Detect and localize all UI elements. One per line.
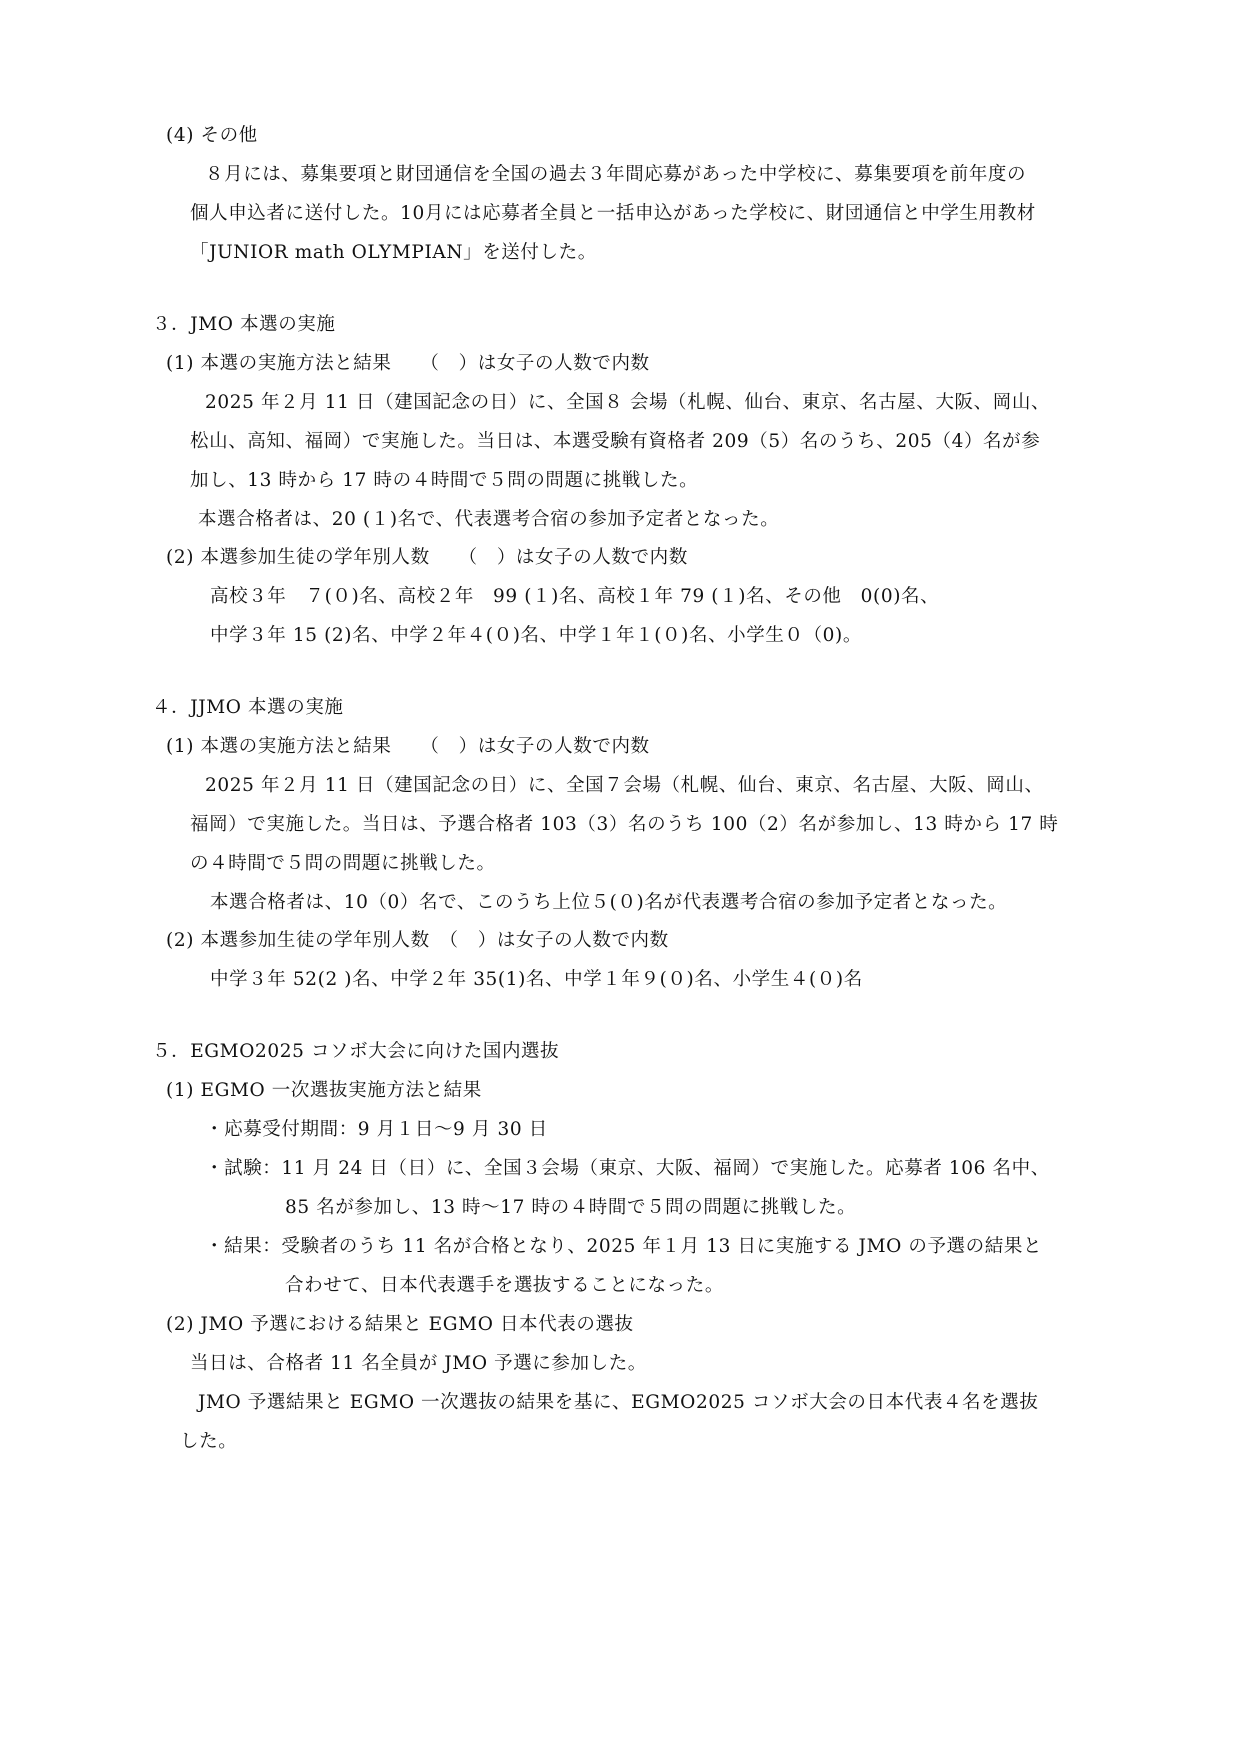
jmo-sub2-line-1: 高校３年 ７(０)名、高校２年 99 (１)名、高校１年 79 (１)名、その他 0(0)名、 bbox=[210, 586, 940, 607]
egmo-sub2-heading: (2) JMO 予選における結果と EGMO 日本代表の選抜 bbox=[166, 1314, 634, 1335]
egmo-item-application-period: ・応募受付期間：9 月１日～9 月 30 日 bbox=[205, 1119, 548, 1140]
jmo-sub1-line-3: 加し、13 時から 17 時の４時間で５問の問題に挑戦した。 bbox=[190, 470, 699, 491]
egmo-sub1-heading: (1) EGMO 一次選抜実施方法と結果 bbox=[166, 1080, 482, 1101]
jjmo-sub1-line-3: の４時間で５問の問題に挑戦した。 bbox=[190, 853, 496, 874]
other-body-line-3: 「JUNIOR math OLYMPIAN」を送付した。 bbox=[190, 242, 597, 263]
egmo-sub2-line-3: した。 bbox=[180, 1431, 238, 1452]
egmo-item-result-continued: 合わせて、日本代表選手を選抜することになった。 bbox=[285, 1275, 724, 1296]
egmo-sub2-line-2: JMO 予選結果と EGMO 一次選抜の結果を基に、EGMO2025 コソボ大会の日本代表４名を選抜 bbox=[198, 1392, 1039, 1413]
section-other-heading: (4) その他 bbox=[166, 125, 258, 146]
jmo-sub1-heading: (1) 本選の実施方法と結果 （ ）は女子の人数で内数 bbox=[166, 353, 650, 374]
egmo-item-exam: ・試験：11 月 24 日（日）に、全国３会場（東京、大阪、福岡）で実施した。応募者 106 名中、 bbox=[205, 1158, 1050, 1179]
jjmo-sub2-line-1: 中学３年 52(2 )名、中学２年 35(1)名、中学１年９(０)名、小学生４(０)名 bbox=[210, 969, 863, 990]
jjmo-sub1-line-2: 福岡）で実施した。当日は、予選合格者 103（3）名のうち 100（2）名が参加し、13 時から 17 時 bbox=[190, 814, 1059, 835]
egmo-item-exam-continued: 85 名が参加し、13 時～17 時の４時間で５問の問題に挑戦した。 bbox=[285, 1197, 857, 1218]
jjmo-sub1-result: 本選合格者は、10（0）名で、このうち上位５(０)名が代表選考合宿の参加予定者となった。 bbox=[210, 892, 1008, 913]
other-body-line-1: ８月には、募集要項と財団通信を全国の過去３年間応募があった中学校に、募集要項を前年度の bbox=[205, 164, 1027, 185]
section-jmo-heading: ３．JMO 本選の実施 bbox=[152, 314, 336, 335]
jmo-sub1-line-2: 松山、高知、福岡）で実施した。当日は、本選受験有資格者 209（5）名のうち、205（4）名が参 bbox=[190, 431, 1041, 452]
jjmo-sub1-line-1: 2025 年２月 11 日（建国記念の日）に、全国７会場（札幌、仙台、東京、名古屋、大阪、岡山、 bbox=[205, 775, 1044, 796]
jjmo-sub2-heading: (2) 本選参加生徒の学年別人数 （ ）は女子の人数で内数 bbox=[166, 930, 669, 951]
jjmo-sub1-heading: (1) 本選の実施方法と結果 （ ）は女子の人数で内数 bbox=[166, 736, 650, 757]
egmo-item-result: ・結果：受験者のうち 11 名が合格となり、2025 年１月 13 日に実施する JMO の予選の結果と bbox=[205, 1236, 1043, 1257]
egmo-sub2-line-1: 当日は、合格者 11 名全員が JMO 予選に参加した。 bbox=[190, 1353, 647, 1374]
jmo-sub2-heading: (2) 本選参加生徒の学年別人数 （ ）は女子の人数で内数 bbox=[166, 547, 688, 568]
section-egmo-heading: ５．EGMO2025 コソボ大会に向けた国内選抜 bbox=[152, 1041, 560, 1062]
jmo-sub1-line-1: 2025 年２月 11 日（建国記念の日）に、全国８ 会場（札幌、仙台、東京、名古屋、大阪、岡山、 bbox=[205, 392, 1051, 413]
section-jjmo-heading: ４．JJMO 本選の実施 bbox=[152, 697, 344, 718]
jmo-sub1-result: 本選合格者は、20 (１)名で、代表選考合宿の参加予定者となった。 bbox=[198, 509, 780, 530]
other-body-line-2: 個人申込者に送付した。10月には応募者全員と一括申込があった学校に、財団通信と中学生用教材 bbox=[190, 203, 1036, 224]
jmo-sub2-line-2: 中学３年 15 (2)名、中学２年４(０)名、中学１年１(０)名、小学生０（0)。 bbox=[210, 625, 862, 646]
